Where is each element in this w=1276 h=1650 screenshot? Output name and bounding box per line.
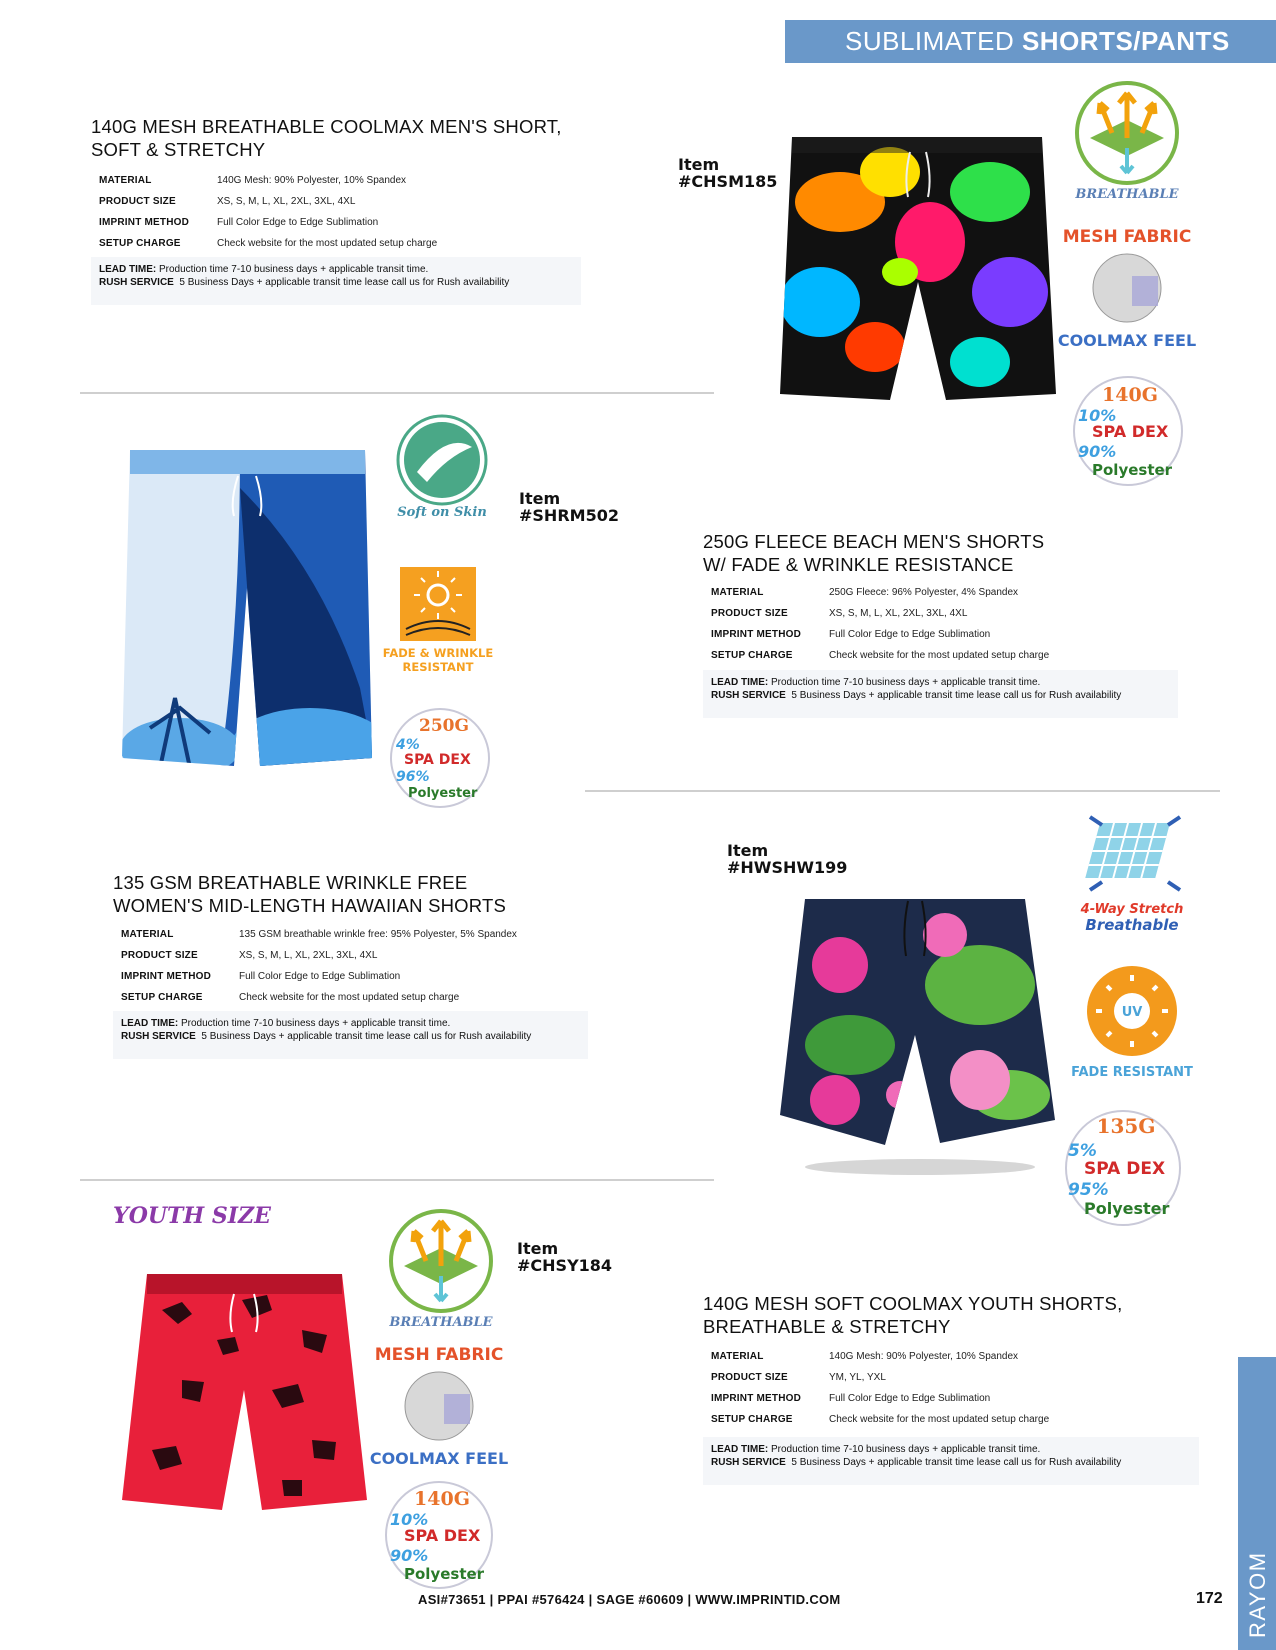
shorts-image-hwshw199: [780, 895, 1055, 1180]
spec-label: IMPRINT METHOD: [711, 1393, 802, 1404]
spec-label: PRODUCT SIZE: [121, 950, 198, 961]
item-label: Item: [519, 489, 561, 508]
polyester-text: Polyester: [1084, 1199, 1170, 1218]
lead-label: LEAD TIME:: [121, 1018, 179, 1029]
polyester-pct: 96%: [396, 769, 430, 785]
rush-value: 5 Business Days + applicable transit time lease call us for Rush availability: [179, 276, 510, 288]
gsm-text: 250G: [418, 716, 470, 736]
fabric-140g-badge: [1070, 375, 1186, 487]
youth-size-label: YOUTH SIZE: [113, 1203, 271, 1229]
spec-label: PRODUCT SIZE: [99, 196, 176, 207]
brand-name: RAYOM: [1245, 1551, 1270, 1638]
spandex-pct: 10%: [1078, 406, 1117, 425]
spandex-text: SPA DEX: [1092, 422, 1169, 441]
spec-value: Check website for the most updated setup charge: [829, 1414, 1050, 1425]
brand-side-tab: [1238, 1357, 1276, 1650]
spec-label: SETUP CHARGE: [99, 238, 181, 249]
gsm-text: 140G: [414, 1488, 470, 1510]
lead-label: LEAD TIME:: [711, 677, 769, 688]
title-line: 135 GSM BREATHABLE WRINKLE FREE: [113, 872, 468, 893]
divider: [80, 392, 714, 394]
mesh-fabric-badge: [1057, 218, 1197, 358]
four-way-stretch-badge: [1070, 805, 1200, 935]
badge-text: 4-Way Stretch: [1080, 902, 1184, 917]
spec-label: MATERIAL: [711, 587, 764, 598]
spec-label: MATERIAL: [711, 1351, 764, 1362]
footer-info: ASI#73651 | PPAI #576424 | SAGE #60609 | WWW.IMPRINTID.COM: [418, 1592, 841, 1607]
product-title: [113, 871, 506, 917]
fade-wrinkle-badge: [382, 565, 494, 677]
spandex-pct: 5%: [1068, 1141, 1097, 1161]
lead-value: Production time 7-10 business days + applicable transit time.: [771, 677, 1041, 688]
fabric-140g-badge: [382, 1480, 496, 1590]
polyester-pct: 90%: [1078, 442, 1117, 461]
section-header-bold: SHORTS/PANTS: [1021, 26, 1230, 56]
badge-text: FADE & WRINKLE: [382, 646, 494, 660]
badge-text: RESISTANT: [402, 660, 474, 674]
spec-label: PRODUCT SIZE: [711, 1372, 788, 1383]
title-line: 140G MESH SOFT COOLMAX YOUTH SHORTS,: [703, 1293, 1123, 1314]
spec-value: Full Color Edge to Edge Sublimation: [217, 217, 379, 228]
spec-label: MATERIAL: [121, 929, 174, 940]
lead-time-box: [703, 1437, 1199, 1485]
spec-table: [711, 1346, 1049, 1430]
polyester-text: Polyester: [1092, 461, 1173, 479]
polyester-pct: 95%: [1068, 1180, 1109, 1200]
spec-label: IMPRINT METHOD: [99, 217, 190, 228]
spandex-text: SPA DEX: [404, 752, 471, 768]
breathable-badge: [386, 1206, 496, 1331]
polyester-text: Polyester: [408, 786, 478, 801]
title-line: 250G FLEECE BEACH MEN'S SHORTS: [703, 531, 1045, 552]
item-code: #CHSY184: [517, 1256, 613, 1275]
shorts-image-shrm502: [120, 448, 375, 768]
section-header: [785, 20, 1276, 63]
uv-text: UV: [1121, 1005, 1143, 1020]
lead-value: Production time 7-10 business days + applicable transit time.: [771, 1444, 1041, 1455]
spec-label: PRODUCT SIZE: [711, 608, 788, 619]
rush-label: RUSH SERVICE: [711, 689, 786, 701]
item-label: Item: [678, 155, 720, 174]
product-title: [703, 530, 1044, 576]
rush-label: RUSH SERVICE: [99, 276, 174, 288]
badge-text: MESH FABRIC: [1062, 227, 1192, 247]
spec-table: [711, 582, 1049, 666]
lead-time-box: [703, 670, 1178, 718]
rush-value: 5 Business Days + applicable transit time lease call us for Rush availability: [791, 689, 1122, 701]
spec-table: [99, 170, 437, 254]
lead-value: Production time 7-10 business days + applicable transit time.: [159, 264, 429, 275]
spec-value: XS, S, M, L, XL, 2XL, 3XL, 4XL: [239, 950, 378, 961]
fabric-250g-badge: [388, 707, 492, 809]
divider: [80, 1179, 714, 1181]
mesh-fabric-badge: [369, 1336, 509, 1476]
polyester-text: Polyester: [404, 1565, 485, 1583]
item-label: Item: [517, 1239, 559, 1258]
spandex-pct: 10%: [390, 1510, 429, 1529]
divider: [585, 790, 1220, 792]
product-title: [91, 115, 562, 161]
spec-label: IMPRINT METHOD: [121, 971, 212, 982]
product-title: [703, 1292, 1122, 1338]
lead-label: LEAD TIME:: [99, 264, 157, 275]
spec-value: Full Color Edge to Edge Sublimation: [829, 1393, 991, 1404]
spec-value: 135 GSM breathable wrinkle free: 95% Polyester, 5% Spandex: [239, 929, 517, 940]
section-header-prefix: SUBLIMATED: [845, 26, 1015, 56]
item-label: Item: [727, 841, 769, 860]
item-code: #CHSM185: [678, 172, 778, 191]
spec-label: SETUP CHARGE: [711, 650, 793, 661]
spec-label: MATERIAL: [99, 175, 152, 186]
spec-value: XS, S, M, L, XL, 2XL, 3XL, 4XL: [217, 196, 356, 207]
fabric-135g-badge: [1060, 1108, 1186, 1228]
item-number: [678, 156, 777, 190]
gsm-text: 140G: [1102, 384, 1158, 406]
badge-text: BREATHABLE: [1075, 187, 1179, 202]
spec-table: [121, 924, 517, 1008]
badge-text: BREATHABLE: [389, 1315, 493, 1330]
soft-on-skin-badge: [392, 412, 492, 522]
badge-text: COOLMAX FEEL: [369, 1449, 509, 1468]
spec-value: 140G Mesh: 90% Polyester, 10% Spandex: [829, 1351, 1019, 1362]
rush-label: RUSH SERVICE: [121, 1030, 196, 1042]
spec-value: 140G Mesh: 90% Polyester, 10% Spandex: [217, 175, 407, 186]
polyester-pct: 90%: [390, 1546, 429, 1565]
title-line: 140G MESH BREATHABLE COOLMAX MEN'S SHORT,: [91, 116, 562, 137]
rush-label: RUSH SERVICE: [711, 1456, 786, 1468]
badge-text: MESH FABRIC: [374, 1345, 504, 1365]
spec-label: SETUP CHARGE: [121, 992, 203, 1003]
item-code: #HWSHW199: [727, 858, 848, 877]
spec-value: Full Color Edge to Edge Sublimation: [829, 629, 991, 640]
spec-value: XS, S, M, L, XL, 2XL, 3XL, 4XL: [829, 608, 968, 619]
spec-value: YM, YL, YXL: [829, 1372, 886, 1383]
spec-value: Check website for the most updated setup charge: [829, 650, 1050, 661]
spandex-text: SPA DEX: [1084, 1159, 1166, 1179]
item-number: [519, 490, 619, 524]
item-number: [517, 1240, 612, 1274]
item-number: [727, 842, 847, 876]
badge-text: FADE RESISTANT: [1071, 1065, 1193, 1080]
title-line: SOFT & STRETCHY: [91, 139, 266, 160]
spandex-pct: 4%: [396, 737, 420, 753]
badge-text: COOLMAX FEEL: [1057, 331, 1197, 350]
lead-time-box: [91, 257, 581, 305]
badge-text: Breathable: [1085, 916, 1179, 934]
breathable-badge: [1072, 78, 1182, 203]
title-line: BREATHABLE & STRETCHY: [703, 1316, 951, 1337]
spec-value: 250G Fleece: 96% Polyester, 4% Spandex: [829, 587, 1019, 598]
spandex-text: SPA DEX: [404, 1526, 481, 1545]
title-line: W/ FADE & WRINKLE RESISTANCE: [703, 554, 1014, 575]
page-number: 172: [1196, 1590, 1223, 1607]
rush-value: 5 Business Days + applicable transit time lease call us for Rush availability: [791, 1456, 1122, 1468]
item-code: #SHRM502: [519, 506, 619, 525]
spec-label: IMPRINT METHOD: [711, 629, 802, 640]
badge-text: Soft on Skin: [397, 505, 487, 520]
gsm-text: 135G: [1096, 1114, 1156, 1138]
shorts-image-chsy184: [122, 1270, 367, 1515]
spec-value: Check website for the most updated setup charge: [217, 238, 438, 249]
uv-fade-resistant-badge: [1068, 963, 1196, 1081]
spec-value: Full Color Edge to Edge Sublimation: [239, 971, 401, 982]
lead-value: Production time 7-10 business days + applicable transit time.: [181, 1018, 451, 1029]
title-line: WOMEN'S MID-LENGTH HAWAIIAN SHORTS: [113, 895, 507, 916]
rush-value: 5 Business Days + applicable transit time lease call us for Rush availability: [201, 1030, 532, 1042]
shorts-image-chsm185: [780, 132, 1056, 412]
spec-value: Check website for the most updated setup charge: [239, 992, 460, 1003]
spec-label: SETUP CHARGE: [711, 1414, 793, 1425]
lead-time-box: [113, 1011, 588, 1059]
lead-label: LEAD TIME:: [711, 1444, 769, 1455]
